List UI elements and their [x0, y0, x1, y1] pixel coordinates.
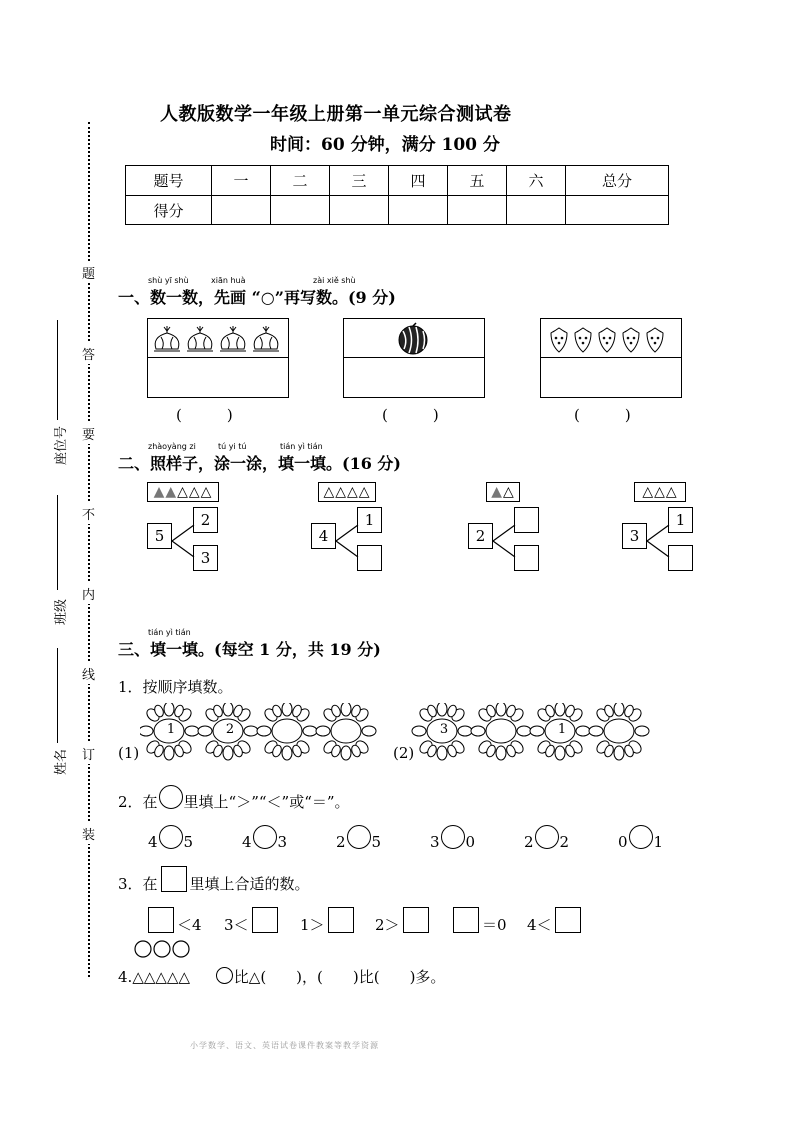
answer-paren[interactable]: ( ) [382, 406, 439, 424]
pinyin: tián yì tián [280, 442, 323, 451]
picture-box [343, 318, 485, 398]
q1-part-1: (1) [118, 744, 140, 762]
compare-circle[interactable] [347, 825, 371, 849]
footer-watermark: 小学数学、语文、英语试卷课件教案等教学资源 [190, 1041, 379, 1050]
flower-number: 1 [557, 722, 567, 737]
fill-item: ＜4 [145, 907, 202, 935]
part-box: 1 [668, 507, 693, 533]
compare-item: 4 3 [242, 825, 287, 851]
part-box: 3 [193, 545, 218, 571]
part-box: 2 [193, 507, 218, 533]
answer-box[interactable] [357, 545, 382, 571]
flower-number: 2 [225, 722, 235, 737]
binding-char: 线 [82, 663, 95, 684]
score-cell[interactable] [389, 196, 448, 225]
onion-icon [152, 323, 284, 355]
compare-circle[interactable] [441, 825, 465, 849]
page-title: 人教版数学一年级上册第一单元综合测试卷 [160, 104, 512, 125]
fill-item: 4＜ [527, 907, 584, 935]
q4-text: 比△( )，( )比( )多。 [233, 968, 446, 986]
triangles-group: △△△△△ [132, 968, 190, 986]
triangle-row: ▲ △ [486, 482, 520, 502]
binding-line [88, 122, 90, 977]
answer-box[interactable] [668, 545, 693, 571]
compare-circle[interactable] [535, 825, 559, 849]
compare-item: 4 5 [148, 825, 193, 851]
flower-number: 3 [439, 722, 449, 737]
pinyin: zài xiě shù [313, 276, 356, 285]
score-cell[interactable] [271, 196, 330, 225]
total-box: 2 [468, 523, 493, 549]
triangle-row[interactable]: △△△△ [318, 482, 376, 502]
name-field[interactable] [57, 648, 59, 743]
circles-group-icon [133, 938, 193, 960]
strawberry-icon [549, 325, 675, 355]
score-cell[interactable] [507, 196, 566, 225]
class-field[interactable] [57, 495, 59, 590]
table-row [126, 196, 669, 225]
total-box: 5 [147, 523, 172, 549]
table-cell: 五 [448, 166, 507, 196]
seat-label: 座位号 [54, 425, 69, 465]
q2-label: 2．在 里填上“＞”“＜”或“＝”。 [118, 785, 350, 812]
total-box: 4 [311, 523, 336, 549]
binding-char: 订 [82, 743, 95, 764]
binding-char: 装 [82, 823, 95, 844]
compare-item: 2 2 [524, 825, 569, 851]
compare-item: 0 1 [618, 825, 663, 851]
pinyin: xiān huà [211, 276, 246, 285]
fill-item: 1＞ [300, 907, 357, 935]
table-cell: 得分 [126, 196, 212, 225]
part-box: 1 [357, 507, 382, 533]
score-table [125, 165, 669, 225]
picture-box [147, 318, 289, 398]
binding-char: 题 [82, 262, 95, 283]
flower-row [140, 703, 790, 761]
fill-box[interactable] [403, 907, 429, 933]
binding-char: 答 [82, 343, 95, 364]
picture-box [540, 318, 682, 398]
table-cell: 总分 [566, 166, 669, 196]
class-label: 班级 [54, 598, 69, 625]
score-cell[interactable] [212, 196, 271, 225]
q1-label: 1．按顺序填数。 [118, 678, 233, 696]
table-cell: 一 [212, 166, 271, 196]
triangle-row[interactable]: △△△ [634, 482, 686, 502]
fill-box[interactable] [555, 907, 581, 933]
pinyin: shù yī shù [148, 276, 189, 285]
compare-item: 3 0 [430, 825, 475, 851]
shaded-triangle: ▲ [491, 484, 503, 500]
table-cell: 二 [271, 166, 330, 196]
watermelon-icon [396, 322, 430, 356]
answer-box[interactable] [514, 545, 539, 571]
square-icon [161, 866, 187, 892]
fill-box[interactable] [148, 907, 174, 933]
flower-number: 1 [166, 722, 176, 737]
pinyin: tú yi tú [218, 442, 247, 451]
name-label: 姓名 [54, 748, 69, 775]
binding-char: 要 [82, 423, 95, 444]
answer-paren[interactable]: ( ) [574, 406, 631, 424]
pinyin: zhàoyàng zi [148, 442, 196, 451]
score-cell[interactable] [330, 196, 389, 225]
fill-box[interactable] [453, 907, 479, 933]
score-cell[interactable] [566, 196, 669, 225]
table-cell: 题号 [126, 166, 212, 196]
section-3-title: 三、填一填。(每空 1 分，共 19 分) [118, 640, 381, 659]
table-cell: 四 [389, 166, 448, 196]
q3-label: 3．在 里填上合适的数。 [118, 866, 310, 894]
shaded-triangles: ▲▲ [153, 484, 178, 500]
table-cell: 六 [507, 166, 566, 196]
table-cell: 三 [330, 166, 389, 196]
fill-box[interactable] [328, 907, 354, 933]
compare-circle[interactable] [253, 825, 277, 849]
circle-icon [216, 967, 233, 984]
total-box: 3 [622, 523, 647, 549]
compare-circle[interactable] [629, 825, 653, 849]
fill-item: 3＜ [224, 907, 281, 935]
fill-item: 2＞ [375, 907, 432, 935]
page-subtitle: 时间：60 分钟，满分 100 分 [270, 135, 500, 155]
section-2-title: 二、照样子，涂一涂，填一填。(16 分) [118, 454, 401, 473]
q1-part-2: (2) [393, 744, 415, 762]
binding-char: 不 [82, 503, 95, 524]
fill-item: ＝0 [450, 907, 507, 935]
compare-circle[interactable] [159, 825, 183, 849]
q4-line: 4.△△△△△ 比△( )，( )比( )多。 [118, 968, 446, 986]
binding-char: 内 [82, 583, 95, 604]
table-row [126, 166, 669, 196]
answer-paren[interactable]: ( ) [176, 406, 233, 424]
section-1-title: 一、数一数，先画 “○”再写数。(9 分) [118, 288, 396, 307]
compare-item: 2 5 [336, 825, 381, 851]
pinyin: tián yì tián [148, 628, 191, 637]
circle-icon [159, 785, 183, 809]
fill-box[interactable] [252, 907, 278, 933]
score-cell[interactable] [448, 196, 507, 225]
answer-box[interactable] [514, 507, 539, 533]
triangle-row: ▲▲ △△△ [147, 482, 219, 502]
seat-field[interactable] [57, 320, 59, 420]
